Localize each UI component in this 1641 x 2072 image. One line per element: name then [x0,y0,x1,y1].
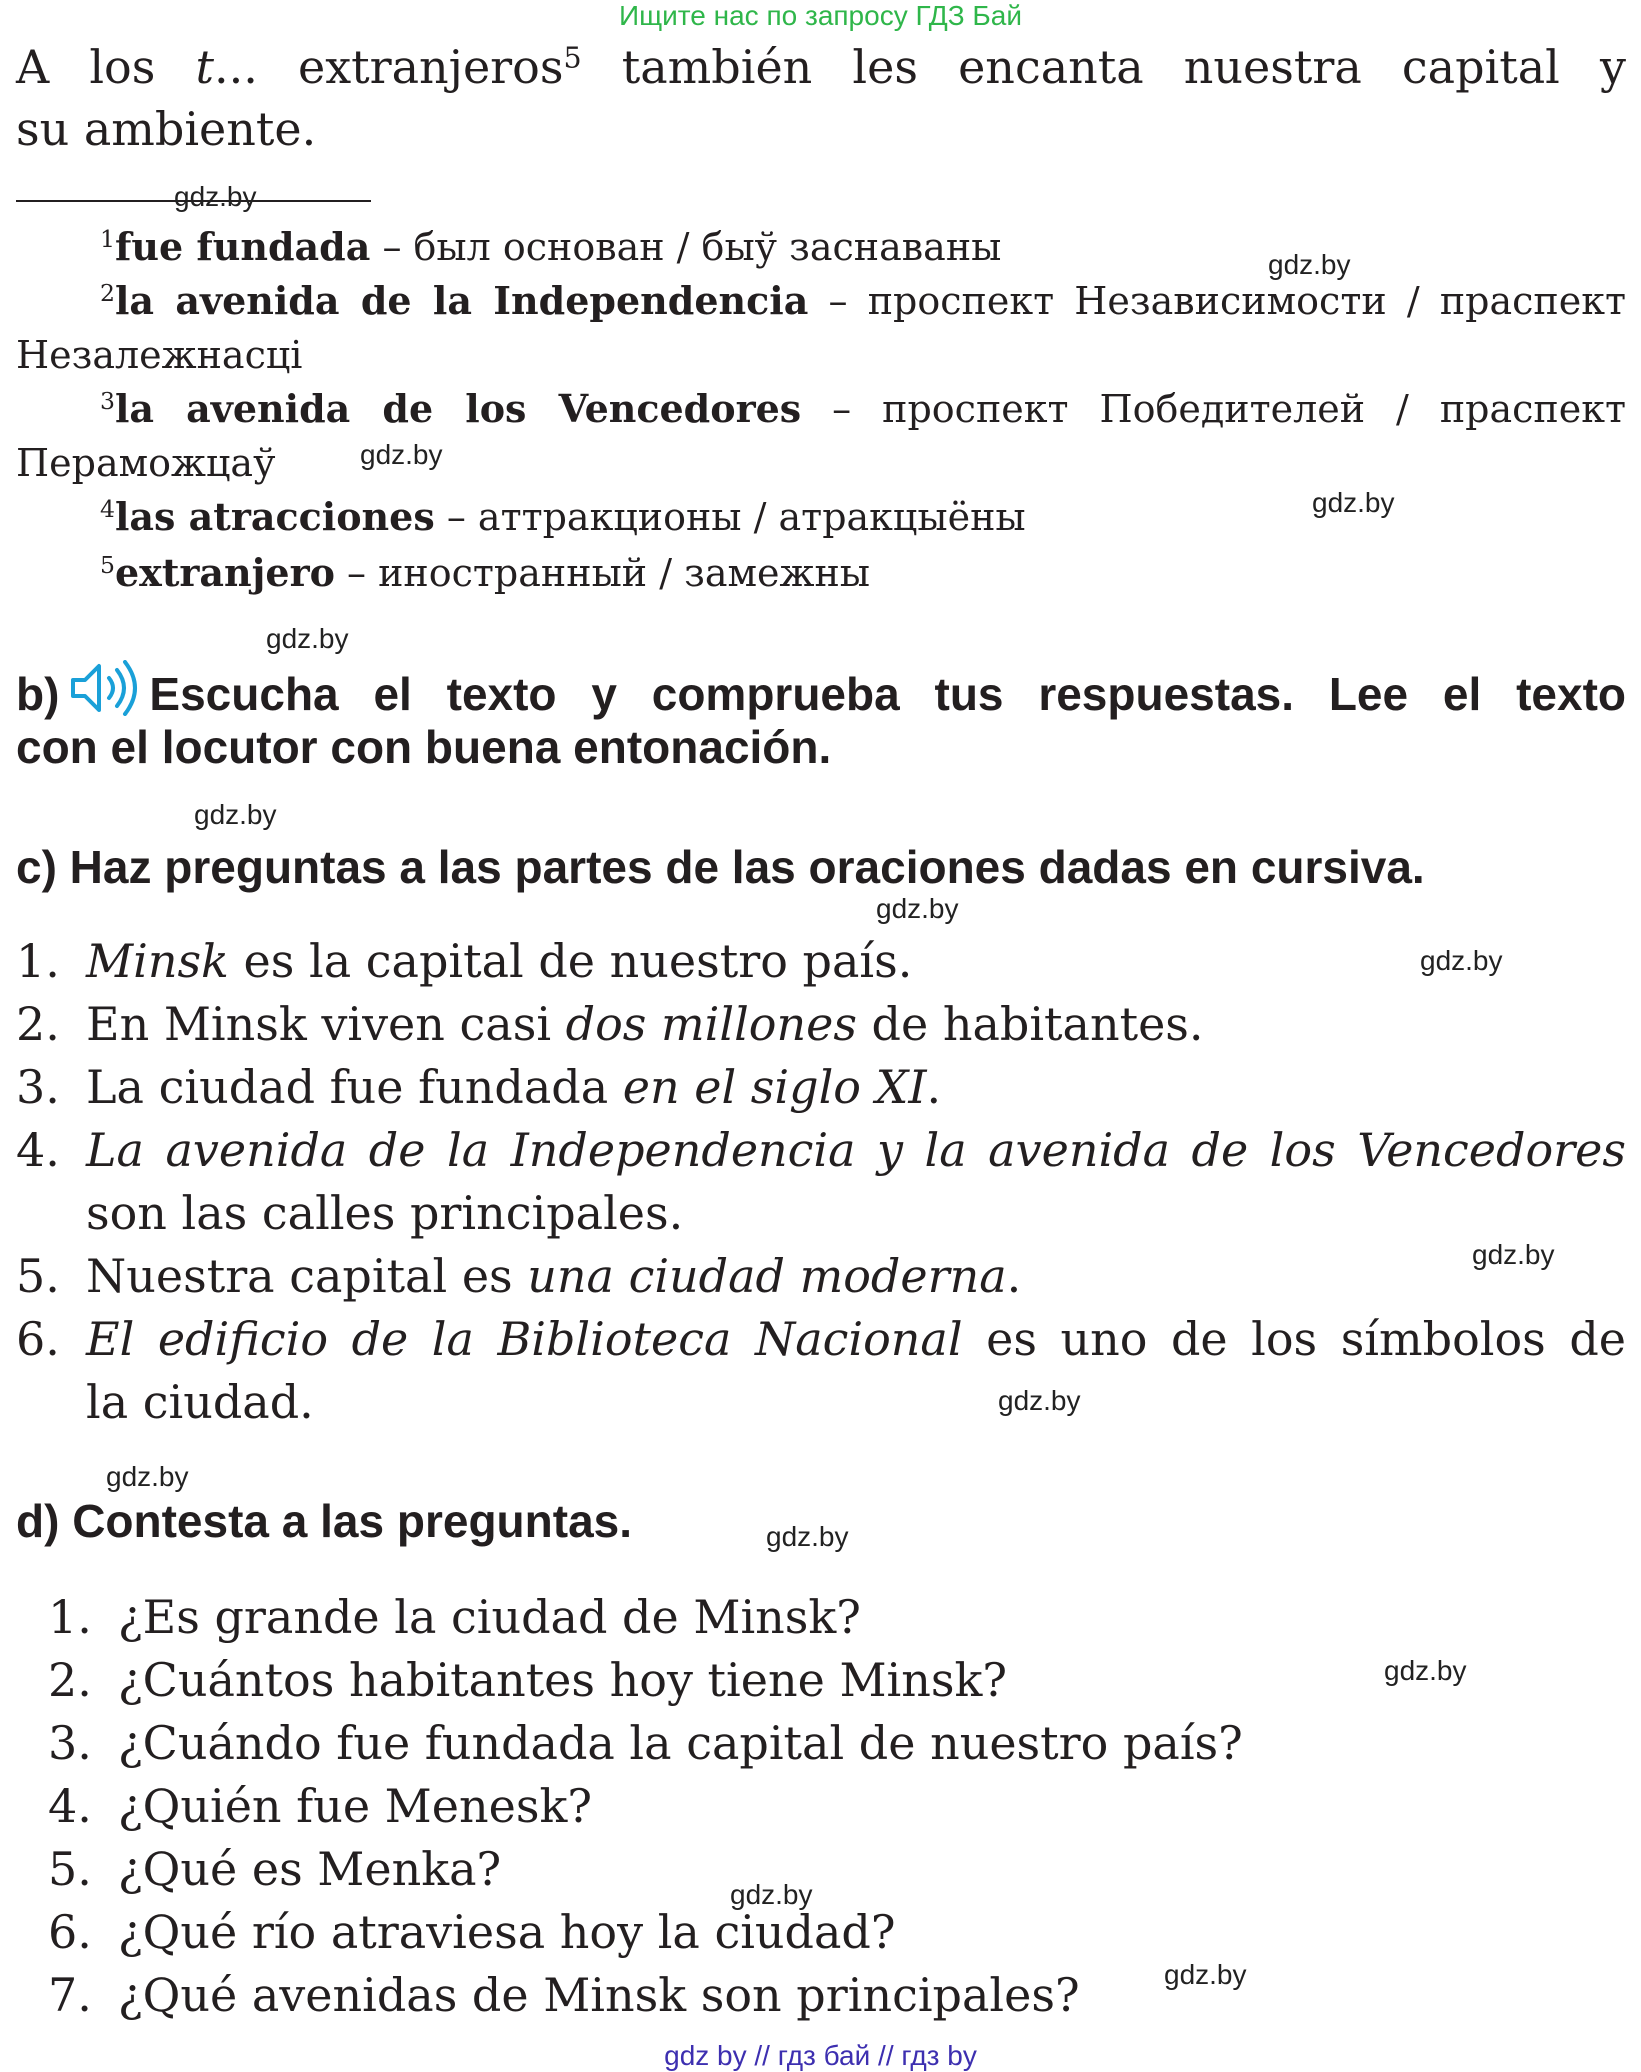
footnote-number: 5 [100,551,115,580]
item-number: 1. [48,1590,92,1644]
item-text: ¿Quién fue Menesk? [118,1779,592,1833]
d-item-3 [48,1712,1243,1775]
item-number: 3. [48,1716,92,1770]
item-number: 7. [48,1968,92,2022]
item-number: 5. [16,1249,60,1303]
footnote-term: fue fundada [114,224,371,269]
footnote-3-continued: Пераможцаў [16,441,276,485]
footnote-3 [100,382,1626,436]
item-number: 5. [48,1842,92,1896]
d-item-5 [48,1838,501,1901]
footnote-4 [100,490,1026,544]
watermark: gdz.by [360,439,443,470]
c-item-1 [16,930,912,993]
section-d-title: d) Contesta a las preguntas. [16,1495,633,1547]
item-text: En Minsk viven casi [86,997,566,1051]
section-b-line-2: con el locutor con buena entonación. [16,721,832,773]
footnote-definition: – был основан / быў заснаваны [370,225,1002,269]
item-text: ¿Es grande la ciudad de Minsk? [118,1590,861,1644]
c-item-5 [16,1245,1021,1308]
item-number: 2. [48,1653,92,1707]
item-number: 4. [48,1779,92,1833]
bottom-banner[interactable]: gdz by // гдз бай // гдз by [664,2040,977,2071]
footnote-definition: – проспект Победителей / праспект [801,387,1626,431]
intro-text-b: ... extranjeros [214,40,564,94]
d-item-2 [48,1649,1007,1712]
footnote-definition: – иностранный / замежны [334,551,871,595]
watermark: gdz.by [266,623,349,654]
item-number: 1. [16,934,60,988]
c-item-6-continued: la ciudad. [86,1375,314,1429]
item-text: Nuestra capital es [86,1249,528,1303]
section-b-instruction: Escucha el texto y comprueba tus respuestas. Lee el texto [149,668,1626,720]
watermark: gdz.by [876,893,959,924]
intro-line-2: su ambiente. [16,102,317,156]
c-item-4 [16,1119,1626,1182]
footnote-5 [100,546,870,600]
item-italic: una ciudad moderna [527,1249,1007,1303]
item-number: 3. [16,1060,60,1114]
watermark: gdz.by [1312,487,1395,518]
c-item-2 [16,993,1204,1056]
footnote-definition: – аттракционы / атракцыёны [434,495,1026,539]
item-italic: La avenida de la Independencia y la avenida de los Vencedores [86,1123,1626,1177]
watermark: gdz.by [1268,249,1351,280]
c-item-3 [16,1056,941,1119]
item-italic: dos millones [565,997,857,1051]
item-italic: El edificio de la Biblioteca Nacional [86,1312,963,1366]
d-item-4 [48,1775,592,1838]
footnote-term: las atracciones [114,494,435,539]
watermark: gdz.by [1420,945,1503,976]
item-number: 6. [16,1312,60,1366]
watermark: gdz.by [766,1521,849,1552]
item-text: ¿Qué río atraviesa hoy la ciudad? [118,1905,896,1959]
footnote-2 [100,274,1626,328]
footnote-term: la avenida de la Independencia [114,278,809,323]
item-text: ¿Qué avenidas de Minsk son principales? [118,1968,1080,2022]
item-text: La ciudad fue fundada [86,1060,623,1114]
section-c-title: c) Haz preguntas a las partes de las oraciones dadas en cursiva. [16,841,1425,893]
item-text: ¿Cuántos habitantes hoy tiene Minsk? [118,1653,1008,1707]
footnote-number: 2 [100,279,115,308]
section-b-label: b) [16,668,60,720]
footnote-1 [100,220,1001,274]
item-number: 4. [16,1123,60,1177]
watermark: gdz.by [1164,1959,1247,1990]
c-item-4-continued: son las calles principales. [86,1186,684,1240]
watermark: gdz.by [730,1879,813,1910]
watermark: gdz.by [106,1461,189,1492]
footnote-term: extranjero [114,550,335,595]
item-italic: en el siglo XI [622,1060,927,1114]
c-item-6 [16,1308,1626,1371]
item-italic: Minsk [86,934,229,988]
footnote-2-continued: Незалежнасці [16,333,303,377]
item-text: . [926,1060,942,1114]
item-text: ¿Cuándo fue fundada la capital de nuestro país? [118,1716,1243,1770]
intro-text-a: A los [16,40,196,94]
item-text: ¿Qué es Menka? [118,1842,502,1896]
intro-line-1 [16,36,1626,98]
item-text: es uno de los símbolos de [962,1312,1626,1366]
intro-italic-t: t [195,40,214,94]
item-number: 6. [48,1905,92,1959]
watermark: gdz.by [1384,1655,1467,1686]
watermark: gdz.by [998,1385,1081,1416]
item-text: de habitantes. [856,997,1204,1051]
footnote-number: 3 [100,387,115,416]
item-text: . [1006,1249,1022,1303]
item-number: 2. [16,997,60,1051]
item-text: es la capital de nuestro país. [228,934,913,988]
d-item-7 [48,1964,1080,2027]
d-item-1 [48,1586,861,1649]
footnote-term: la avenida de los Vencedores [114,386,802,431]
watermark: gdz.by [194,799,277,830]
footnote-definition: – проспект Независимости / праспект [808,279,1626,323]
top-banner[interactable]: Ищите нас по запросу ГДЗ Бай [618,0,1023,31]
intro-sup: 5 [563,41,582,75]
watermark: gdz.by [1472,1239,1555,1270]
watermark: gdz.by [174,181,257,212]
d-item-6 [48,1901,896,1964]
intro-text-c: también les encanta nuestra capital y [581,40,1626,94]
footnote-number: 4 [100,495,115,524]
footnote-number: 1 [100,225,115,254]
